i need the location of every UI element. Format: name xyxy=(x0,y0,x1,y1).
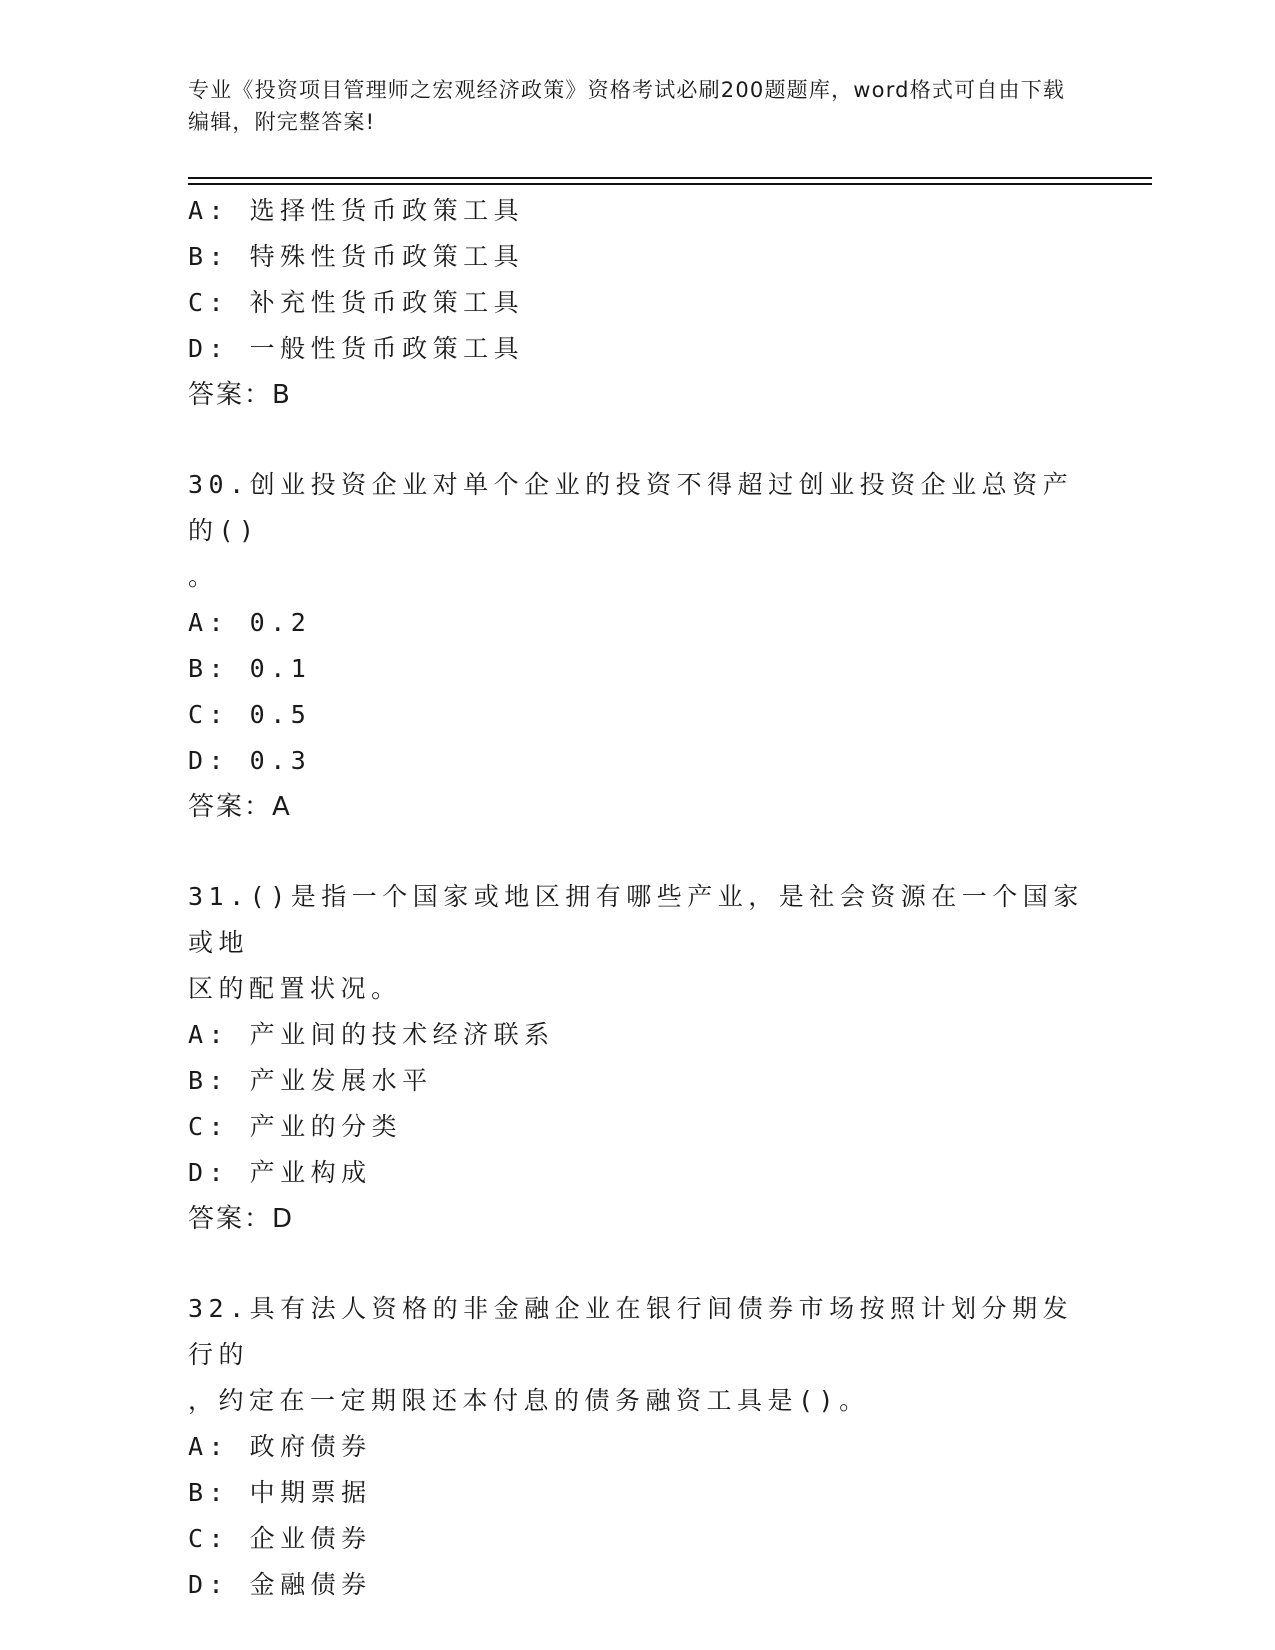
option-b: B: 中期票据 xyxy=(188,1478,372,1507)
option-d: D: 0.3 xyxy=(188,746,312,775)
answer-line: 答案：D xyxy=(188,1204,295,1234)
option-c: C: 补充性货币政策工具 xyxy=(188,288,525,317)
option-c: C: 0.5 xyxy=(188,700,312,729)
option-d: D: 产业构成 xyxy=(188,1158,372,1187)
option-b: B: 产业发展水平 xyxy=(188,1066,433,1095)
option-c: C: 产业的分类 xyxy=(188,1112,403,1141)
question-32 xyxy=(188,1286,1088,1608)
option-b: B: 0.1 xyxy=(188,654,312,683)
header-divider-bottom xyxy=(188,183,1152,185)
document-header: 专业《投资项目管理师之宏观经济政策》资格考试必刷200题题库，word格式可自由下载编辑，附完整答案! xyxy=(188,78,1066,134)
question-text-line: 32.具有法人资格的非金融企业在银行间债券市场按照计划分期发行的 xyxy=(188,1294,1074,1369)
question-text-line: 区的配置状况。 xyxy=(188,974,402,1003)
question-29-continued xyxy=(188,188,1088,418)
question-text-line: 30.创业投资企业对单个企业的投资不得超过创业投资企业总资产的() xyxy=(188,470,1074,545)
option-a: A: 0.2 xyxy=(188,608,312,637)
question-text-line: 。 xyxy=(188,562,219,591)
question-31 xyxy=(188,874,1088,1242)
option-d: D: 一般性货币政策工具 xyxy=(188,334,525,363)
option-a: A: 政府债券 xyxy=(188,1432,372,1461)
option-a: A: 产业间的技术经济联系 xyxy=(188,1020,555,1049)
option-d: D: 金融债券 xyxy=(188,1570,372,1599)
answer-line: 答案：B xyxy=(188,380,292,410)
option-a: A: 选择性货币政策工具 xyxy=(188,196,525,225)
question-text-line: ，约定在一定期限还本付息的债务融资工具是()。 xyxy=(188,1386,870,1415)
option-c: C: 企业债券 xyxy=(188,1524,372,1553)
option-b: B: 特殊性货币政策工具 xyxy=(188,242,525,271)
question-text-line: 31.()是指一个国家或地区拥有哪些产业，是社会资源在一个国家或地 xyxy=(188,882,1084,957)
header-divider-top xyxy=(188,177,1152,179)
question-30 xyxy=(188,462,1088,830)
question-list xyxy=(188,188,1088,1608)
answer-line: 答案：A xyxy=(188,792,292,822)
